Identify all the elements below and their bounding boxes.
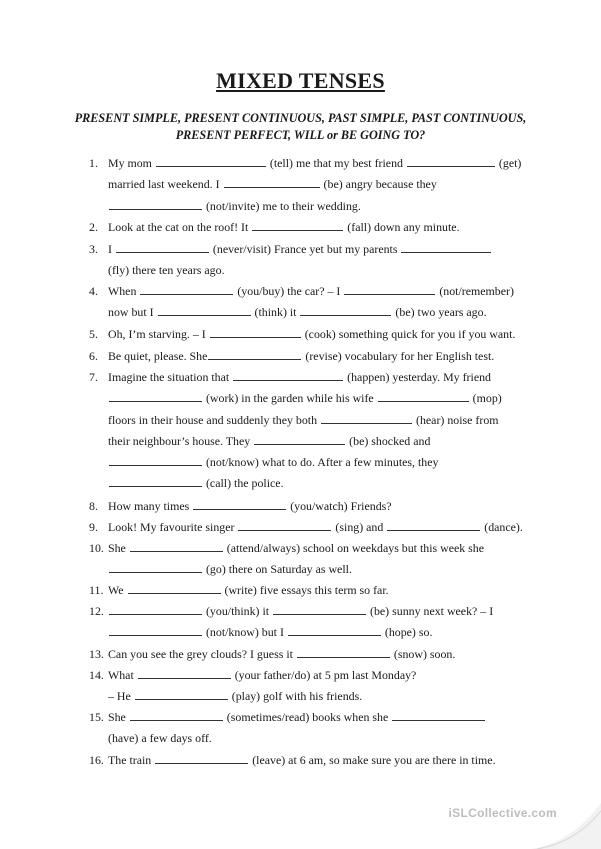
exercise-text: (go) there on Saturday as well. <box>203 562 352 577</box>
answer-blank[interactable] <box>401 240 491 253</box>
subtitle-line-2: PRESENT PERFECT, WILL or BE GOING TO? <box>175 128 426 142</box>
page-curl-icon <box>531 803 601 849</box>
exercise-line <box>89 410 549 431</box>
exercise-text: (sing) and <box>332 520 387 534</box>
answer-blank[interactable] <box>387 518 480 531</box>
exercise-number: 7. <box>89 370 98 384</box>
exercise-item <box>89 367 549 495</box>
exercise-item <box>89 538 549 581</box>
exercise-text: Oh, I’m starving. – I <box>108 327 209 341</box>
exercise-item <box>89 517 549 538</box>
exercise-text: (think) it <box>251 305 300 320</box>
exercise-number: 10. <box>89 541 104 555</box>
exercise-line <box>89 196 549 217</box>
exercise-line <box>89 750 549 771</box>
exercise-line <box>89 431 549 452</box>
answer-blank[interactable] <box>392 708 485 721</box>
exercise-text: (not/remember) <box>436 284 514 298</box>
exercise-line <box>89 260 549 281</box>
answer-blank[interactable] <box>156 154 266 167</box>
answer-blank[interactable] <box>224 175 320 188</box>
exercise-line <box>89 622 549 643</box>
exercise-text: Can you see the grey clouds? I guess it <box>108 647 296 661</box>
exercise-text: married last weekend. I <box>108 177 223 192</box>
subtitle-line-1: PRESENT SIMPLE, PRESENT CONTINUOUS, PAST SIMPLE, PAST CONTINUOUS, <box>74 111 527 125</box>
exercise-number: 15. <box>89 710 104 724</box>
answer-blank[interactable] <box>378 389 469 402</box>
exercise-number: 12. <box>89 604 104 618</box>
exercise-number: 6. <box>89 349 98 363</box>
answer-blank[interactable] <box>109 623 202 636</box>
exercise-item <box>89 281 549 324</box>
exercise-line <box>89 517 549 538</box>
exercise-line <box>89 302 549 323</box>
exercise-line <box>89 346 549 367</box>
exercise-text: (happen) yesterday. My friend <box>344 370 491 384</box>
answer-blank[interactable] <box>407 154 495 167</box>
exercise-text: (call) the police. <box>203 476 284 491</box>
answer-blank[interactable] <box>130 539 223 552</box>
exercise-line <box>89 580 549 601</box>
exercise-text: (hear) noise from <box>413 412 499 427</box>
exercise-line <box>89 324 549 345</box>
exercise-text: (you/watch) Friends? <box>287 499 392 513</box>
exercise-item <box>89 153 549 217</box>
exercise-text: (never/visit) France yet but my parents <box>209 242 401 256</box>
exercise-text: (hope) so. <box>381 625 433 640</box>
exercise-text: (mop) <box>469 391 502 406</box>
exercise-text: (have) a few days off. <box>108 731 212 746</box>
exercise-text: (your father/do) at 5 pm last Monday? <box>231 668 417 682</box>
exercise-text: What <box>108 668 137 682</box>
answer-blank[interactable] <box>109 389 202 402</box>
exercise-item <box>89 665 549 708</box>
exercise-text: (be) two years ago. <box>392 305 487 320</box>
answer-blank[interactable] <box>116 240 209 253</box>
exercise-text: (be) shocked and <box>346 433 431 448</box>
answer-blank[interactable] <box>138 666 231 679</box>
exercise-text: (cook) something quick for you if you want. <box>301 327 516 341</box>
exercise-line <box>89 239 549 260</box>
exercise-number: 3. <box>89 242 98 256</box>
exercise-text: My mom <box>108 156 155 170</box>
exercise-text: We <box>108 583 127 597</box>
exercise-line <box>89 559 549 580</box>
answer-blank[interactable] <box>238 518 331 531</box>
exercise-number: 4. <box>89 284 98 298</box>
exercise-text: (leave) at 6 am, so make sure you are there in time. <box>249 753 496 767</box>
exercise-item <box>89 601 549 644</box>
answer-blank[interactable] <box>208 347 301 360</box>
exercise-text: – He <box>108 689 134 704</box>
answer-blank[interactable] <box>252 218 343 231</box>
exercise-text: How many times <box>108 499 193 513</box>
exercise-item <box>89 707 549 750</box>
exercise-text: (work) in the garden while his wife <box>203 391 377 406</box>
exercise-line <box>89 538 549 559</box>
answer-blank[interactable] <box>273 602 366 615</box>
exercise-item <box>89 580 549 601</box>
answer-blank[interactable] <box>193 497 286 510</box>
exercise-text: (be) angry because they <box>320 177 437 192</box>
answer-blank[interactable] <box>155 751 248 764</box>
exercise-text: (not/invite) me to their wedding. <box>203 198 361 213</box>
exercise-text: Look! My favourite singer <box>108 520 238 534</box>
exercise-line <box>89 281 549 302</box>
exercise-text: She <box>108 710 129 724</box>
answer-blank[interactable] <box>140 282 233 295</box>
exercise-text: (fall) down any minute. <box>344 220 460 234</box>
exercise-line <box>89 153 549 174</box>
answer-blank[interactable] <box>128 581 221 594</box>
exercise-number: 14. <box>89 668 104 682</box>
exercise-line <box>89 601 549 622</box>
exercise-text: When <box>108 284 140 298</box>
exercise-number: 16. <box>89 753 104 767</box>
answer-blank[interactable] <box>300 303 391 316</box>
exercise-text: (sometimes/read) books when she <box>223 710 392 724</box>
exercise-item <box>89 346 549 367</box>
exercise-text: (tell) me that my best friend <box>266 156 406 170</box>
answer-blank[interactable] <box>109 197 202 210</box>
exercise-text: Be quiet, please. She <box>108 349 208 363</box>
exercise-text: (be) sunny next week? – I <box>367 604 494 618</box>
exercise-item <box>89 644 549 665</box>
answer-blank[interactable] <box>344 282 435 295</box>
exercise-text: (you/think) it <box>203 604 273 618</box>
exercise-number: 2. <box>89 220 98 234</box>
exercise-text: (attend/always) school on weekdays but this week she <box>223 541 485 555</box>
answer-blank[interactable] <box>297 645 390 658</box>
answer-blank[interactable] <box>233 368 343 381</box>
answer-blank[interactable] <box>109 453 202 466</box>
exercise-text: floors in their house and suddenly they both <box>108 412 321 427</box>
exercise-line <box>89 496 549 517</box>
exercise-text: Imagine the situation that <box>108 370 233 384</box>
answer-blank[interactable] <box>109 474 202 487</box>
exercise-line <box>89 686 549 707</box>
answer-blank[interactable] <box>109 560 202 573</box>
exercise-text: (snow) soon. <box>390 647 456 661</box>
exercise-text: (dance). <box>481 520 523 534</box>
exercise-line <box>89 367 549 388</box>
exercise-item <box>89 750 549 771</box>
exercise-text: (get) <box>495 156 522 170</box>
exercise-number: 1. <box>89 156 98 170</box>
exercise-line <box>89 728 549 749</box>
answer-blank[interactable] <box>288 623 381 636</box>
exercise-text: The train <box>108 753 155 767</box>
exercise-text: their neighbour’s house. They <box>108 433 254 448</box>
exercise-number: 11. <box>89 583 104 597</box>
watermark: iSLCollective.com <box>448 806 557 820</box>
exercise-text: (revise) vocabulary for her English test. <box>302 349 495 363</box>
answer-blank[interactable] <box>135 687 228 700</box>
exercise-text: (play) golf with his friends. <box>228 689 363 704</box>
exercise-item <box>89 324 549 345</box>
exercise-text: (not/know) but I <box>203 625 287 640</box>
exercise-line <box>89 174 549 195</box>
exercise-text: now but I <box>108 305 157 320</box>
page-subtitle <box>0 110 601 144</box>
exercise-number: 8. <box>89 499 98 513</box>
exercise-text: (not/know) what to do. After a few minutes, they <box>203 455 439 470</box>
exercise-text: She <box>108 541 129 555</box>
exercise-text: I <box>108 242 115 256</box>
exercise-text: (you/buy) the car? – I <box>234 284 344 298</box>
answer-blank[interactable] <box>109 602 202 615</box>
exercise-line <box>89 473 549 494</box>
exercise-line <box>89 452 549 473</box>
exercise-item <box>89 496 549 517</box>
page-title: MIXED TENSES <box>216 68 385 93</box>
answer-blank[interactable] <box>210 325 301 338</box>
exercise-number: 5. <box>89 327 98 341</box>
exercise-line <box>89 644 549 665</box>
exercise-item <box>89 239 549 282</box>
answer-blank[interactable] <box>158 303 251 316</box>
exercise-text: (fly) there ten years ago. <box>108 263 225 278</box>
answer-blank[interactable] <box>321 411 412 424</box>
exercise-number: 13. <box>89 647 104 661</box>
answer-blank[interactable] <box>254 432 345 445</box>
exercise-line <box>89 217 549 238</box>
exercise-number: 9. <box>89 520 98 534</box>
exercise-line <box>89 388 549 409</box>
answer-blank[interactable] <box>130 708 223 721</box>
exercise-item <box>89 217 549 238</box>
exercise-text: (write) five essays this term so far. <box>221 583 389 597</box>
exercise-line <box>89 707 549 728</box>
exercise-text: Look at the cat on the roof! It <box>108 220 252 234</box>
exercise-line <box>89 665 549 686</box>
